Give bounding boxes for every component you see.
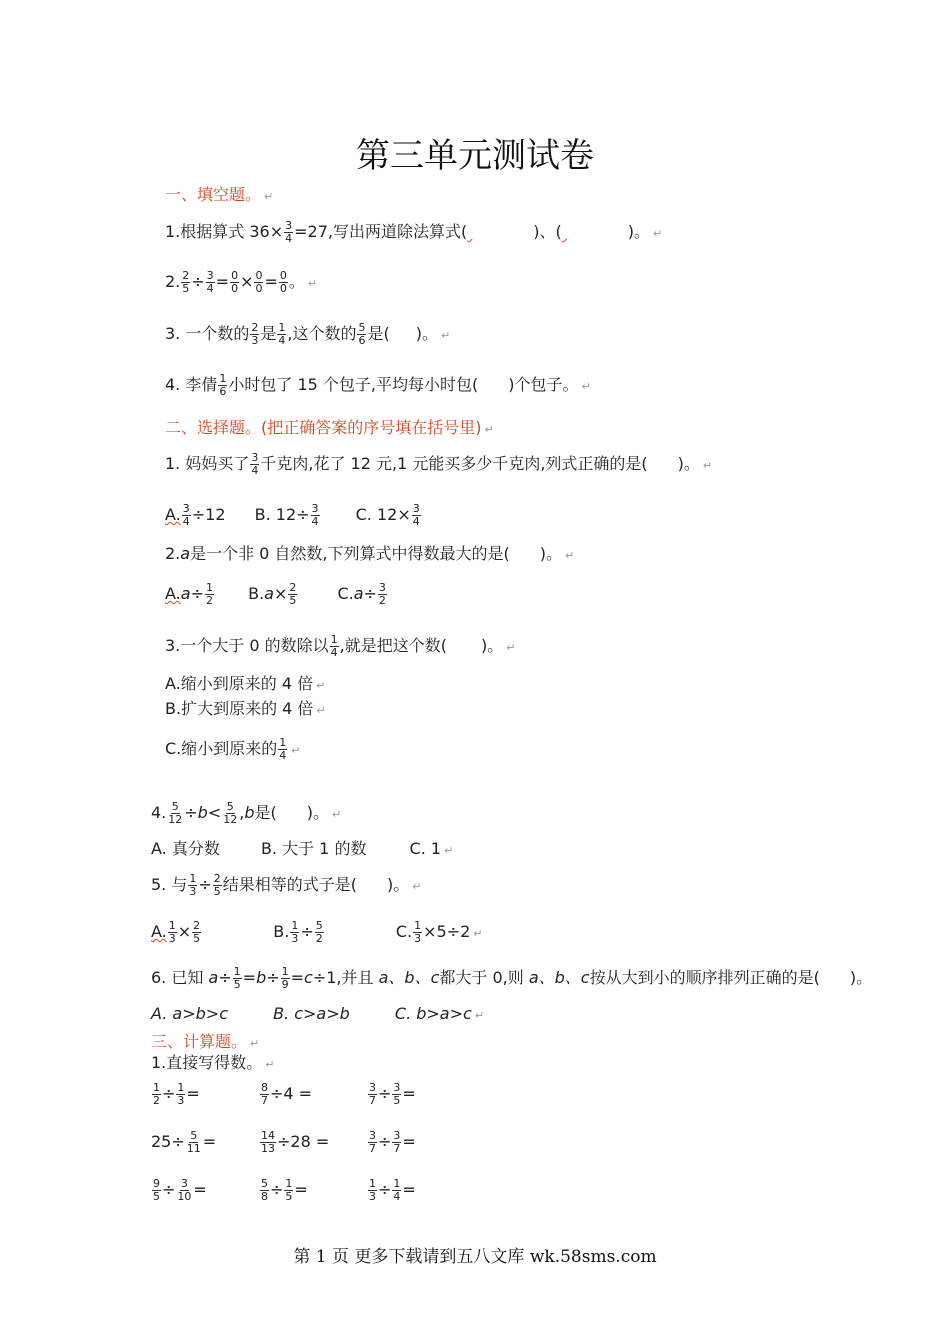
options-2-5 bbox=[151, 920, 482, 945]
answer-blank[interactable]: = bbox=[402, 1084, 416, 1103]
option-2-3-c[interactable]: C.缩小到原来的 $\frac{1}{4}$ ↵ bbox=[165, 736, 301, 762]
fraction: $\frac{3}{4}$ bbox=[251, 451, 259, 477]
answer-blank[interactable] bbox=[820, 968, 850, 988]
return-mark-icon: ↵ bbox=[474, 1009, 485, 1022]
answer-blank[interactable] bbox=[277, 803, 307, 823]
fraction: $\frac{1}{4}$ bbox=[330, 633, 338, 659]
fraction: $\frac{5}{2}$ bbox=[315, 919, 323, 945]
fraction: $\frac{1}{5}$ bbox=[233, 965, 241, 991]
section-heading-fill-blank bbox=[165, 182, 273, 205]
fraction: $\frac{1}{4}$ bbox=[393, 1177, 401, 1203]
answer-blank[interactable]: = bbox=[202, 1132, 217, 1151]
answer-blank[interactable]: = bbox=[193, 1180, 207, 1199]
fraction: $\frac{2}{5}$ bbox=[213, 872, 221, 898]
fraction: $\frac{3}{4}$ bbox=[182, 502, 190, 528]
calc-item: $\frac{1}{2}$ ÷ $\frac{1}{3}$ = bbox=[153, 1081, 200, 1107]
options-2-2 bbox=[165, 582, 388, 607]
return-mark-icon: ↵ bbox=[307, 277, 318, 290]
option-c[interactable]: C. 12× $\frac{3}{4}$ bbox=[355, 502, 420, 528]
answer-blank[interactable] bbox=[562, 222, 628, 242]
fraction: $\frac{1}{3}$ bbox=[291, 919, 299, 945]
answer-blank[interactable] bbox=[447, 636, 481, 656]
fraction: $\frac{3}{7}$ bbox=[393, 1129, 401, 1155]
fraction: $\frac{5}{12}$ bbox=[168, 800, 183, 826]
calc-item: $\frac{3}{7}$ ÷ $\frac{3}{7}$ = bbox=[369, 1129, 416, 1155]
question-2-1: 1. 妈妈买了 $\frac{3}{4}$ 千克肉,花了 12 元,1 元能买多少千克肉,列式正确的是( )。 ↵ bbox=[165, 451, 713, 477]
question-2-4: 4. $\frac{5}{12}$ ÷b< $\frac{5}{12}$ ,b是( )。 ↵ bbox=[151, 800, 342, 826]
fraction: $\frac{1}{2}$ bbox=[205, 581, 213, 607]
return-mark-icon: ↵ bbox=[473, 927, 483, 940]
fraction: $\frac{1}{5}$ bbox=[285, 1177, 293, 1203]
answer-blank[interactable] bbox=[390, 324, 416, 344]
fraction-blank[interactable]: $\frac{0}{0}$ bbox=[231, 269, 239, 295]
return-mark-icon: ↵ bbox=[440, 329, 451, 342]
answer-blank[interactable] bbox=[648, 454, 678, 474]
option-2-3-b[interactable]: B.扩大到原来的 4 倍 ↵ bbox=[165, 699, 326, 718]
fraction: $\frac{5}{12}$ bbox=[223, 800, 238, 826]
answer-blank[interactable] bbox=[357, 875, 387, 895]
fraction: $\frac{1}{3}$ bbox=[369, 1177, 376, 1203]
section-label: 二、选择题。(把正确答案的序号填在括号里) bbox=[165, 418, 482, 437]
answer-blank[interactable]: ÷4 = bbox=[270, 1084, 313, 1103]
calc-item: $\frac{9}{5}$ ÷ $\frac{3}{10}$ = bbox=[153, 1177, 207, 1203]
fraction: $\frac{5}{11}$ bbox=[186, 1129, 201, 1155]
fraction: $\frac{3}{2}$ bbox=[378, 581, 386, 607]
fraction: $\frac{3}{4}$ bbox=[311, 502, 319, 528]
return-mark-icon: ↵ bbox=[484, 423, 494, 436]
option-b[interactable]: B. 大于 1 的数 bbox=[260, 839, 367, 858]
fraction-blank[interactable]: $\frac{0}{0}$ bbox=[279, 269, 287, 295]
calc-item bbox=[259, 1082, 312, 1107]
return-mark-icon: ↵ bbox=[652, 227, 663, 240]
fraction: $\frac{1}{3}$ bbox=[168, 919, 176, 945]
option-b[interactable]: B. $\frac{1}{3}$ ÷ $\frac{5}{2}$ bbox=[273, 919, 323, 945]
fraction: $\frac{8}{7}$ bbox=[261, 1081, 268, 1107]
return-mark-icon: ↵ bbox=[565, 549, 575, 562]
section-heading-calc bbox=[151, 1029, 259, 1052]
option-2-3-a[interactable]: A.缩小到原来的 4 倍 ↵ bbox=[165, 674, 326, 693]
option-c[interactable]: C.a÷ $\frac{3}{2}$ bbox=[337, 581, 386, 607]
option-a[interactable]: A.a÷ $\frac{1}{2}$ bbox=[165, 581, 213, 607]
calc-item: $\frac{3}{7}$ ÷ $\frac{3}{5}$ = bbox=[369, 1081, 416, 1107]
question-2-6: 6. 已知 a÷ $\frac{1}{5}$ =b÷ $\frac{1}{9}$ =c÷1,并且 a、b、c都大于 0,则 a、b、c按从大到小的顺序排列正确的是( )。 bbox=[151, 965, 873, 991]
fraction: $\frac{1}{3}$ bbox=[414, 919, 422, 945]
option-b[interactable]: B.a× $\frac{2}{5}$ bbox=[248, 581, 297, 607]
answer-blank[interactable] bbox=[478, 375, 508, 395]
answer-blank[interactable]: ÷28 = bbox=[277, 1132, 330, 1151]
answer-blank[interactable]: = bbox=[402, 1180, 416, 1199]
return-mark-icon: ↵ bbox=[316, 704, 326, 717]
section-label: 三、计算题。 bbox=[151, 1032, 248, 1051]
return-mark-icon: ↵ bbox=[291, 744, 301, 757]
fraction: $\frac{3}{4}$ bbox=[285, 219, 293, 245]
fraction: $\frac{9}{5}$ bbox=[153, 1177, 160, 1203]
return-mark-icon: ↵ bbox=[316, 679, 326, 692]
question-1-2: 2. $\frac{2}{5}$ ÷ $\frac{3}{4}$ = $\frac{0}{0}$ × $\frac{0}{0}$ = $\frac{0}{0}$ 。 ↵ bbox=[165, 269, 318, 295]
option-a[interactable]: A. $\frac{1}{3}$ × $\frac{2}{5}$ bbox=[151, 919, 201, 945]
page-title: 第三单元测试卷 bbox=[356, 136, 594, 176]
question-1-3: 3. 一个数的 $\frac{2}{3}$ 是 $\frac{1}{4}$ ,这个数的 $\frac{5}{6}$ 是( )。 ↵ bbox=[165, 321, 451, 347]
return-mark-icon: ↵ bbox=[250, 1037, 260, 1050]
fraction: $\frac{1}{6}$ bbox=[219, 372, 227, 398]
option-a[interactable]: A. a>b>c bbox=[151, 1004, 228, 1023]
question-1-4: 4. 李倩 $\frac{1}{6}$ 小时包了 15 个包子,平均每小时包( )个包子。 ↵ bbox=[165, 372, 591, 398]
calc-item bbox=[259, 1130, 329, 1155]
page-footer: 第 1 页 更多下载请到五八文库 wk.58sms.com bbox=[293, 1247, 657, 1267]
fraction: $\frac{2}{3}$ bbox=[251, 321, 259, 347]
question-3-1: 1.直接写得数。 ↵ bbox=[151, 1053, 275, 1072]
option-b[interactable]: B. 12÷ $\frac{3}{4}$ bbox=[254, 502, 319, 528]
options-2-1 bbox=[165, 503, 422, 528]
calc-item: 25÷ $\frac{5}{11}$ = bbox=[151, 1129, 217, 1155]
answer-blank[interactable]: = bbox=[186, 1084, 200, 1103]
fraction-blank[interactable]: $\frac{0}{0}$ bbox=[255, 269, 263, 295]
fraction: $\frac{14}{13}$ bbox=[261, 1129, 275, 1155]
answer-blank[interactable] bbox=[467, 222, 533, 242]
answer-blank[interactable]: = bbox=[294, 1180, 308, 1199]
return-mark-icon: ↵ bbox=[412, 880, 422, 893]
fraction: $\frac{1}{4}$ bbox=[279, 736, 287, 762]
fraction: $\frac{3}{10}$ bbox=[177, 1177, 192, 1203]
fraction: $\frac{1}{9}$ bbox=[281, 965, 289, 991]
fraction: $\frac{5}{8}$ bbox=[261, 1177, 268, 1203]
return-mark-icon: ↵ bbox=[506, 641, 516, 654]
return-mark-icon: ↵ bbox=[702, 459, 713, 472]
options-2-4 bbox=[151, 839, 453, 861]
option-b[interactable]: B. c>a>b bbox=[273, 1004, 350, 1023]
options-2-6 bbox=[151, 1004, 484, 1026]
fraction: $\frac{1}{4}$ bbox=[278, 321, 286, 347]
fraction: $\frac{5}{6}$ bbox=[358, 321, 366, 347]
answer-blank[interactable] bbox=[510, 544, 540, 564]
fraction: $\frac{1}{3}$ bbox=[177, 1081, 185, 1107]
return-mark-icon: ↵ bbox=[331, 808, 342, 821]
fraction: $\frac{2}{5}$ bbox=[289, 581, 297, 607]
section-heading-choice bbox=[165, 415, 494, 438]
option-c[interactable]: C. $\frac{1}{3}$ ×5÷2 bbox=[395, 919, 471, 945]
fraction: $\frac{3}{4}$ bbox=[412, 502, 420, 528]
fraction: $\frac{2}{5}$ bbox=[182, 269, 190, 295]
calc-item: $\frac{1}{3}$ ÷ $\frac{1}{4}$ = bbox=[369, 1177, 416, 1203]
option-c[interactable]: C. b>a>c bbox=[394, 1004, 472, 1023]
section-label: 一、填空题。 bbox=[165, 185, 262, 204]
return-mark-icon: ↵ bbox=[444, 844, 454, 857]
fraction: $\frac{1}{2}$ bbox=[153, 1081, 160, 1107]
calc-item: $\frac{5}{8}$ ÷ $\frac{1}{5}$ = bbox=[261, 1177, 308, 1203]
fraction: $\frac{3}{5}$ bbox=[393, 1081, 401, 1107]
fraction: $\frac{1}{3}$ bbox=[189, 872, 197, 898]
option-a[interactable]: A. $\frac{3}{4}$ ÷12 bbox=[165, 502, 226, 528]
option-c[interactable]: C. 1 bbox=[409, 839, 442, 858]
fraction: $\frac{3}{4}$ bbox=[206, 269, 214, 295]
question-1-1: 1.根据算式 36× $\frac{3}{4}$ =27,写出两道除法算式( )、( )。 ↵ bbox=[165, 219, 663, 245]
fraction: $\frac{3}{7}$ bbox=[369, 1129, 376, 1155]
fraction: $\frac{3}{7}$ bbox=[369, 1081, 376, 1107]
return-mark-icon: ↵ bbox=[264, 190, 274, 203]
return-mark-icon: ↵ bbox=[265, 1058, 275, 1071]
question-2-5: 5. 与 $\frac{1}{3}$ ÷ $\frac{2}{5}$ 结果相等的式子是( )。 ↵ bbox=[151, 872, 422, 898]
question-2-2: 2.a是一个非 0 自然数,下列算式中得数最大的是( )。 ↵ bbox=[165, 544, 575, 563]
option-a[interactable]: A. 真分数 bbox=[151, 839, 220, 858]
question-2-3: 3.一个大于 0 的数除以 $\frac{1}{4}$ ,就是把这个数( )。 ↵ bbox=[165, 633, 516, 659]
fraction: $\frac{2}{5}$ bbox=[193, 919, 201, 945]
answer-blank[interactable]: = bbox=[402, 1132, 416, 1151]
return-mark-icon: ↵ bbox=[581, 380, 591, 393]
